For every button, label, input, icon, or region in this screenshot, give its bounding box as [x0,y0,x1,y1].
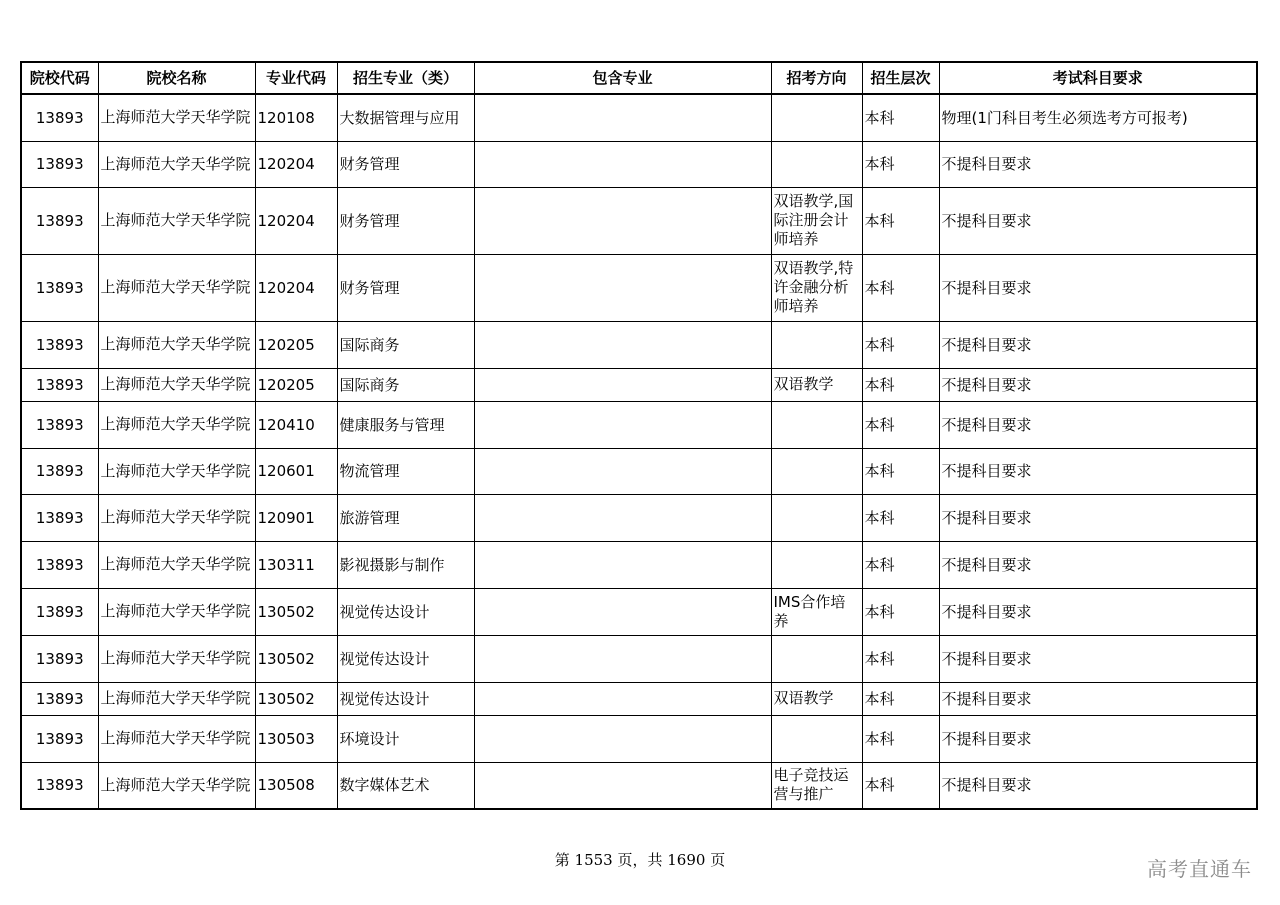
cell-subjects: 不提科目要求 [939,448,1257,494]
cell-subjects: 不提科目要求 [939,368,1257,401]
cell-included [474,321,771,368]
table-row [21,94,1257,141]
cell-school-name: 上海师范大学天华学院 [98,635,255,682]
cell-school-name: 上海师范大学天华学院 [98,187,255,254]
cell-included [474,368,771,401]
cell-direction [771,635,862,682]
table-row [21,494,1257,541]
cell-subjects: 不提科目要求 [939,401,1257,448]
table-row [21,715,1257,762]
header-included: 包含专业 [474,62,771,94]
cell-school-code: 13893 [21,494,98,541]
cell-level: 本科 [862,254,939,321]
cell-level: 本科 [862,715,939,762]
cell-level: 本科 [862,187,939,254]
cell-school-code: 13893 [21,682,98,715]
cell-major: 健康服务与管理 [337,401,474,448]
cell-level: 本科 [862,368,939,401]
table-row [21,254,1257,321]
cell-school-code: 13893 [21,635,98,682]
cell-major-code: 120204 [255,141,337,187]
cell-major: 国际商务 [337,321,474,368]
cell-major-code: 130502 [255,682,337,715]
cell-major: 视觉传达设计 [337,635,474,682]
cell-included [474,762,771,809]
cell-subjects: 不提科目要求 [939,254,1257,321]
cell-level: 本科 [862,141,939,187]
cell-level: 本科 [862,94,939,141]
table-row [21,541,1257,588]
cell-included [474,588,771,635]
cell-direction: 双语教学,特许金融分析师培养 [771,254,862,321]
cell-school-code: 13893 [21,321,98,368]
cell-level: 本科 [862,635,939,682]
table-body [21,94,1257,809]
cell-included [474,141,771,187]
header-school-name: 院校名称 [98,62,255,94]
cell-major-code: 120410 [255,401,337,448]
cell-major-code: 120901 [255,494,337,541]
table-row [21,368,1257,401]
cell-major-code: 130503 [255,715,337,762]
table-row [21,448,1257,494]
cell-major: 财务管理 [337,254,474,321]
cell-level: 本科 [862,682,939,715]
cell-major: 财务管理 [337,187,474,254]
cell-subjects: 不提科目要求 [939,541,1257,588]
table-row [21,682,1257,715]
cell-major-code: 120601 [255,448,337,494]
table-row [21,588,1257,635]
cell-direction: 双语教学 [771,368,862,401]
cell-major-code: 120204 [255,254,337,321]
cell-subjects: 不提科目要求 [939,187,1257,254]
cell-school-name: 上海师范大学天华学院 [98,254,255,321]
cell-school-name: 上海师范大学天华学院 [98,141,255,187]
cell-direction [771,401,862,448]
cell-major-code: 130311 [255,541,337,588]
cell-major: 影视摄影与制作 [337,541,474,588]
header-school-code: 院校代码 [21,62,98,94]
cell-included [474,254,771,321]
cell-major: 数字媒体艺术 [337,762,474,809]
watermark-text: 高考直通车 [1147,857,1252,881]
cell-subjects: 不提科目要求 [939,682,1257,715]
cell-school-code: 13893 [21,448,98,494]
cell-major-code: 130502 [255,635,337,682]
cell-major: 视觉传达设计 [337,682,474,715]
cell-direction [771,321,862,368]
table-row [21,635,1257,682]
cell-major-code: 130502 [255,588,337,635]
cell-direction [771,494,862,541]
cell-major-code: 130508 [255,762,337,809]
header-direction: 招考方向 [771,62,862,94]
cell-subjects: 不提科目要求 [939,494,1257,541]
cell-direction: 双语教学,国际注册会计师培养 [771,187,862,254]
cell-school-code: 13893 [21,541,98,588]
cell-school-code: 13893 [21,187,98,254]
cell-subjects: 不提科目要求 [939,635,1257,682]
table-row [21,321,1257,368]
cell-major: 国际商务 [337,368,474,401]
header-row [21,62,1257,94]
cell-included [474,715,771,762]
table-row [21,762,1257,809]
cell-major: 旅游管理 [337,494,474,541]
cell-subjects: 不提科目要求 [939,715,1257,762]
cell-included [474,401,771,448]
cell-school-name: 上海师范大学天华学院 [98,401,255,448]
cell-school-name: 上海师范大学天华学院 [98,588,255,635]
cell-level: 本科 [862,401,939,448]
cell-major-code: 120204 [255,187,337,254]
cell-direction: 电子竞技运营与推广 [771,762,862,809]
cell-included [474,682,771,715]
cell-included [474,94,771,141]
cell-level: 本科 [862,762,939,809]
cell-major: 环境设计 [337,715,474,762]
cell-direction [771,141,862,187]
cell-school-name: 上海师范大学天华学院 [98,715,255,762]
cell-major: 财务管理 [337,141,474,187]
cell-major: 大数据管理与应用 [337,94,474,141]
cell-direction [771,448,862,494]
cell-level: 本科 [862,541,939,588]
cell-school-name: 上海师范大学天华学院 [98,94,255,141]
cell-included [474,541,771,588]
cell-school-name: 上海师范大学天华学院 [98,321,255,368]
table-row [21,187,1257,254]
cell-direction: IMS合作培养 [771,588,862,635]
cell-level: 本科 [862,494,939,541]
cell-major: 视觉传达设计 [337,588,474,635]
cell-subjects: 不提科目要求 [939,762,1257,809]
admission-table [20,61,1258,810]
cell-direction [771,541,862,588]
cell-level: 本科 [862,588,939,635]
cell-school-code: 13893 [21,762,98,809]
cell-school-name: 上海师范大学天华学院 [98,541,255,588]
cell-school-code: 13893 [21,254,98,321]
cell-school-code: 13893 [21,588,98,635]
cell-direction: 双语教学 [771,682,862,715]
cell-school-name: 上海师范大学天华学院 [98,682,255,715]
cell-level: 本科 [862,448,939,494]
cell-school-code: 13893 [21,715,98,762]
header-level: 招生层次 [862,62,939,94]
cell-major: 物流管理 [337,448,474,494]
cell-included [474,187,771,254]
cell-level: 本科 [862,321,939,368]
cell-subjects: 物理(1门科目考生必须选考方可报考) [939,94,1257,141]
table-row [21,401,1257,448]
cell-subjects: 不提科目要求 [939,588,1257,635]
cell-subjects: 不提科目要求 [939,321,1257,368]
cell-included [474,635,771,682]
cell-included [474,448,771,494]
cell-subjects: 不提科目要求 [939,141,1257,187]
page-number: 第 1553 页，共 1690 页 [554,851,726,869]
cell-included [474,494,771,541]
cell-school-name: 上海师范大学天华学院 [98,448,255,494]
cell-direction [771,94,862,141]
cell-school-code: 13893 [21,141,98,187]
table-row [21,141,1257,187]
cell-school-code: 13893 [21,94,98,141]
cell-major-code: 120205 [255,321,337,368]
header-major: 招生专业（类） [337,62,474,94]
cell-direction [771,715,862,762]
cell-school-name: 上海师范大学天华学院 [98,762,255,809]
cell-school-code: 13893 [21,401,98,448]
cell-major-code: 120205 [255,368,337,401]
cell-school-name: 上海师范大学天华学院 [98,368,255,401]
cell-school-code: 13893 [21,368,98,401]
cell-school-name: 上海师范大学天华学院 [98,494,255,541]
cell-major-code: 120108 [255,94,337,141]
header-subjects: 考试科目要求 [939,62,1257,94]
header-major-code: 专业代码 [255,62,337,94]
